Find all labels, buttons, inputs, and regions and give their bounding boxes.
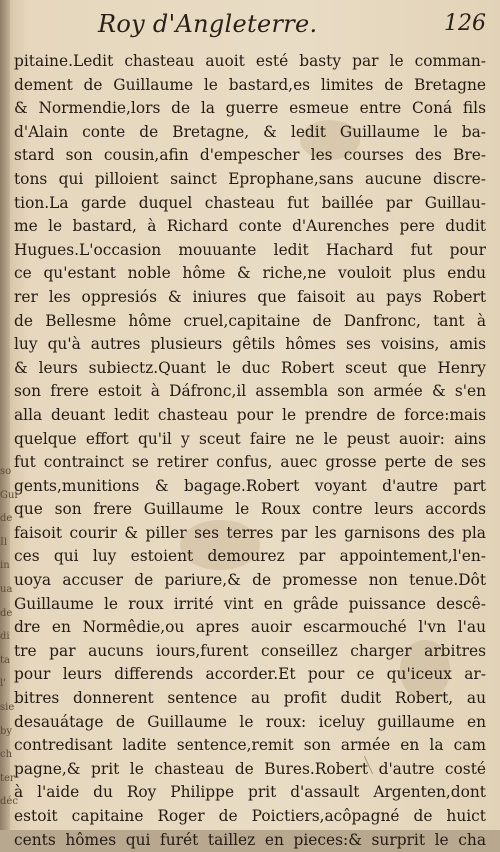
text-line: Hugues.L'occasion mouuante ledit Hachard fut pour [14,240,486,259]
margin-note: Gui [0,489,18,501]
margin-notes [0,460,18,814]
margin-note: ch [0,749,13,761]
body-text [14,50,486,852]
margin-note: l' [0,678,6,690]
text-line: rer les oppresiós & iniures que faisoit au pays Robert [14,287,486,306]
margin-note: ta [0,654,10,666]
page-number: 126 [444,11,486,36]
text-line: pour leurs differends accorder.Et pour ce qu'iceux ar- [14,665,486,684]
margin-note: de [0,513,13,525]
margin-note: ua [0,583,13,595]
margin-note: in [0,560,10,572]
text-line: & Normendie,lors de la guerre esmeue entre Coná fils [14,99,486,118]
text-line: d'Alain conte de Bretagne, & ledit Guillaume le ba- [14,122,486,141]
text-line: pagne,& prit le chasteau de Bures.Robert d'autre costé [14,759,486,778]
text-line: me le bastard, à Richard conte d'Aurenches pere dudit [14,217,486,236]
margin-note: déc [0,796,18,808]
text-line: tre par aucuns iours,furent conseillez charger arbitres [14,641,486,660]
margin-note: Il [0,536,8,548]
text-line: de Bellesme hôme cruel,capitaine de Danfronc, tant à [14,311,486,330]
text-line: pitaine.Ledit chasteau auoit esté basty par le comman- [14,52,486,70]
text-line: Guillaume le roux irrité vint en grâde puissance descê- [14,594,486,613]
text-line: & leurs subiectz.Quant le duc Robert sceut que Henry [14,358,486,377]
text-line: desauátage de Guillaume le roux: iceluy guillaume en [14,712,486,731]
text-line: quelque effort qu'il y sceut faire ne le peust auoir: ains [14,429,486,448]
margin-note: sie [0,701,15,713]
text-line: que son frere Guillaume le Roux contre leurs accords [14,500,486,519]
margin-note: ter [0,772,15,784]
text-line: alla deuant ledit chasteau pour le prendre de force:mais [14,405,486,424]
text-line: dre en Normêdie,ou apres auoir escarmouché l'vn l'au [14,618,486,637]
text-line: fut contrainct se retirer confus, auec grosse perte de ses [14,453,486,472]
text-line: faisoit courir & piller ses terres par les garnisons des pla [14,523,486,542]
text-line: gents,munitions & bagage.Robert voyant d'autre part [14,476,486,495]
text-line: ce qu'estant noble hôme & riche,ne vouloit plus endu [14,264,486,283]
page-header [0,10,500,40]
text-line: luy qu'à autres plusieurs gêtils hômes ses voisins, amis [14,335,486,354]
text-line: cents hômes qui furét taillez en pieces:& surprit le cha [14,830,486,849]
text-line: uoya accuser de pariure,& de promesse non tenue.Dôt [14,571,486,590]
text-line: à l'aide du Roy Philippe prit d'assault Argenten,dont [14,783,486,802]
text-line: tion.La garde duquel chasteau fut baillée par Guillau- [14,193,486,212]
text-line: stard son cousin,afin d'empescher les courses des Bre- [14,146,486,165]
margin-note: by [0,725,13,737]
text-line: contredisant ladite sentence,remit son armée en la cam [14,736,486,755]
margin-note: de [0,607,13,619]
margin-note: di [0,631,10,643]
margin-note: so [0,466,12,477]
text-line: estoit capitaine Roger de Poictiers,acôpagné de huict [14,807,486,825]
text-line: dement de Guillaume le bastard,es limites de Bretagne [14,75,486,94]
running-title: Roy d'Angleterre. [98,10,318,38]
text-line: ces qui luy estoient demourez par appointement,l'en- [14,547,486,566]
text-line: son frere estoit à Dáfronc,il assembla son armée & s'en [14,382,486,401]
text-line: tons qui pilloient sainct Eprophane,sans aucune discre- [14,169,486,188]
text-line: bitres donnerent sentence au profit dudit Robert, au [14,689,486,708]
